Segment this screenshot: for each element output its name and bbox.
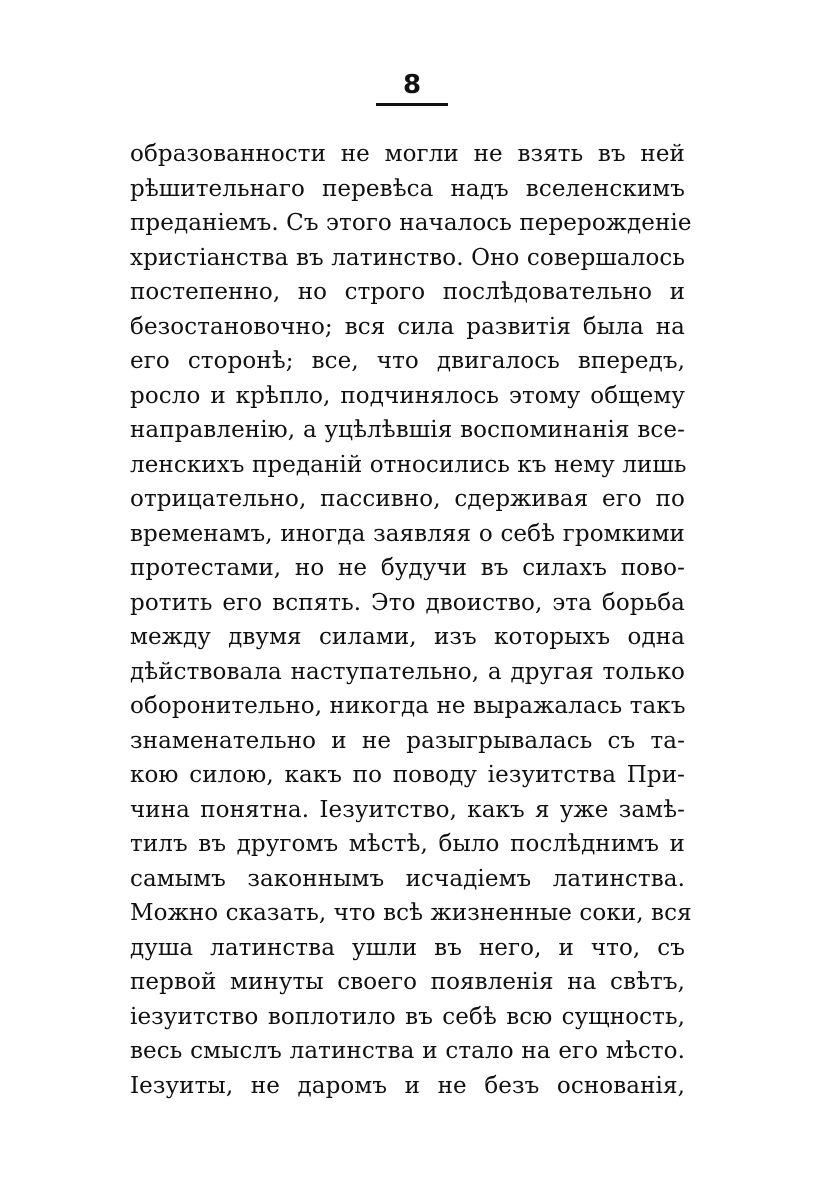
text-line: Іезуиты, не даромъ и не безъ основанія,: [130, 1072, 685, 1099]
text-line: весь смыслъ латинства и стало на его мѣсто.: [130, 1038, 685, 1064]
text-line: рѣшительнаго перевѣса надъ вселенскимъ: [130, 175, 685, 202]
text-line: самымъ законнымъ исчадіемъ латинства.: [130, 865, 685, 892]
body-text: [130, 137, 692, 1103]
text-line: оборонительно, никогда не выражалась такъ: [130, 693, 686, 719]
text-line: постепенно, но строго послѣдовательно и: [130, 279, 685, 305]
text-line: чина понятна. Іезуитство, какъ я уже замѣ-: [130, 796, 685, 823]
text-line: дѣйствовала наступательно, а другая только: [130, 658, 685, 685]
page-number-rule: [376, 103, 448, 106]
text-line: ленскихъ преданій относились къ нему лишь: [130, 451, 687, 478]
text-line: преданіемъ. Съ этого началось перерожденіе: [130, 210, 692, 236]
text-line: первой минуты своего появленія на свѣтъ,: [130, 969, 685, 995]
text-line: между двумя силами, изъ которыхъ одна: [130, 624, 685, 650]
text-line: іезуитство воплотило въ себѣ всю сущность,: [130, 1003, 685, 1030]
text-line: отрицательно, пассивно, сдерживая его по: [130, 486, 685, 512]
text-line: его сторонѣ; все, что двигалось впередъ,: [130, 348, 685, 374]
text-line: христіанства въ латинство. Оно совершалось: [130, 244, 685, 271]
text-line: безостановочно; вся сила развитія была на: [130, 313, 685, 340]
text-line: тилъ въ другомъ мѣстѣ, было послѣднимъ и: [130, 831, 685, 857]
text-line: Можно сказать, что всѣ жизненные соки, вся: [130, 900, 692, 926]
text-line: кою силою, какъ по поводу іезуитства При-: [130, 762, 685, 788]
page-header: [376, 70, 448, 100]
text-line: ротить его вспять. Это двоиство, эта борьба: [130, 589, 685, 616]
text-line: знаменательно и не разыгрывалась съ та-: [130, 727, 685, 754]
text-line: протестами, но не будучи въ силахъ пово-: [130, 555, 685, 581]
text-line: росло и крѣпло, подчинялось этому общему: [130, 382, 685, 409]
text-line: образованности не могли не взять въ ней: [130, 141, 685, 167]
text-line: душа латинства ушли въ него, и что, съ: [130, 934, 685, 961]
text-line: направленію, а уцѣлѣвшія воспоминанія все-: [130, 417, 685, 443]
page-number: 8: [402, 70, 422, 100]
text-line: временамъ, иногда заявляя о себѣ громкими: [130, 520, 685, 547]
